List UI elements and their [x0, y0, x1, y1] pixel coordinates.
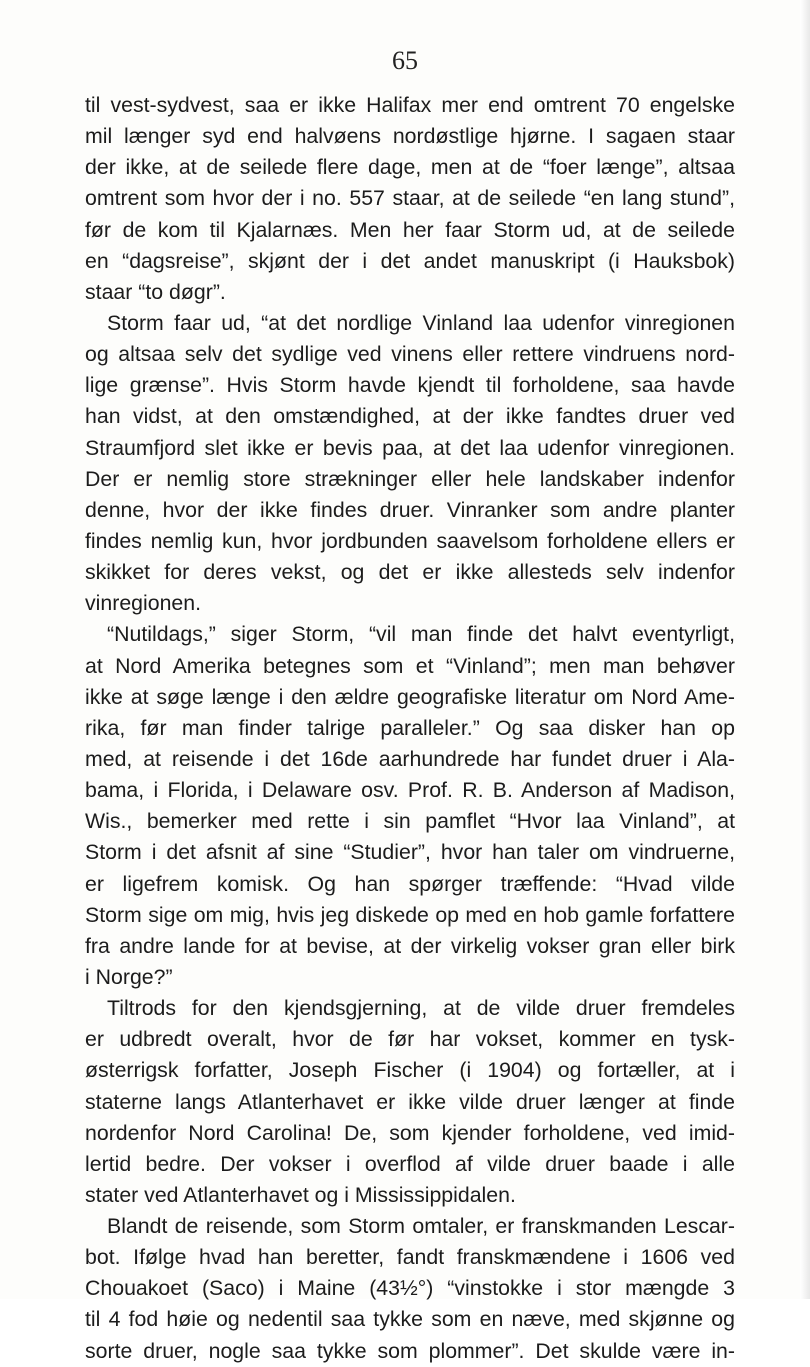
- text-line: staar “to døgr”.: [85, 279, 226, 304]
- text-line: bot. Ifølge hvad han beretter, fandt franskmændene i 1606 ved: [85, 1245, 735, 1270]
- text-line: at Nord Amerika betegnes som et “Vinland”; men man behøver: [85, 653, 735, 678]
- text-line: til vest-sydvest, saa er ikke Halifax mer end omtrent 70 engelske: [85, 93, 735, 117]
- text-line: til 4 fod høie og nedentil saa tykke som en næve, med skjønne og: [85, 1307, 735, 1332]
- text-line: findes nemlig kun, hvor jordbunden saavelsom forholdene ellers er: [85, 528, 735, 553]
- text-line: med, at reisende i det 16de aarhundrede har fundet druer i Ala-: [85, 746, 735, 771]
- text-line: “Nutildags,” siger Storm, “vil man finde det halvt eventyrligt,: [107, 622, 735, 647]
- text-line: nordenfor Nord Carolina! De, som kjender forholdene, ved imid-: [85, 1120, 735, 1145]
- text-line: rika, før man finder talrige paralleler.” Og saa disker han op: [85, 715, 735, 740]
- text-line: Blandt de reisende, som Storm omtaler, er franskmanden Lescar-: [107, 1214, 735, 1239]
- text-line: lige grænse”. Hvis Storm havde kjendt til forholdene, saa havde: [85, 373, 735, 398]
- text-line: stater ved Atlanterhavet og i Mississippidalen.: [85, 1182, 516, 1207]
- text-line: omtrent som hvor der i no. 557 staar, at de seilede “en lang stund”,: [85, 186, 735, 211]
- text-line: er udbredt overalt, hvor de før har vokset, kommer en tysk-: [85, 1027, 735, 1052]
- text-line: sorte druer, nogle saa tykke som plommer”. Det skulde være in-: [85, 1338, 735, 1363]
- text-line: ikke at søge længe i den ældre geografiske literatur om Nord Ame-: [85, 684, 735, 709]
- text-line: en “dagsreise”, skjønt der i det andet manuskript (i Hauksbok): [85, 248, 735, 273]
- text-line: Storm i det afsnit af sine “Studier”, hvor han taler om vindruerne,: [85, 840, 735, 865]
- text-line: skikket for deres vekst, og det er ikke allesteds selv indenfor: [85, 560, 735, 585]
- text-line: i Norge?”: [85, 964, 173, 989]
- body-text: [85, 90, 735, 1367]
- text-line: der ikke, at de seilede flere dage, men at de “foer længe”, altsaa: [85, 155, 735, 180]
- text-line: bama, i Florida, i Delaware osv. Prof. R. B. Anderson af Madison,: [85, 778, 735, 803]
- text-line: Wis., bemerker med rette i sin pamflet “Hvor laa Vinland”, at: [85, 809, 735, 834]
- text-line: Tiltrods for den kjendsgjerning, at de vilde druer fremdeles: [107, 996, 735, 1021]
- page-edge-shadow: [800, 0, 810, 1299]
- text-line: er ligefrem komisk. Og han spørger træffende: “Hvad vilde: [85, 871, 735, 896]
- text-line: østerrigsk forfatter, Joseph Fischer (i 1904) og fortæller, at i: [85, 1058, 735, 1083]
- text-line: Storm sige om mig, hvis jeg diskede op med en hob gamle forfattere: [85, 902, 735, 927]
- text-line: han vidst, at den omstændighed, at der ikke fandtes druer ved: [85, 404, 735, 429]
- text-line: vinregionen.: [85, 591, 202, 616]
- text-line: Storm faar ud, “at det nordlige Vinland laa udenfor vinregionen: [107, 310, 735, 335]
- text-line: Chouakoet (Saco) i Maine (43½°) “vinstokke i stor mængde 3: [85, 1276, 735, 1301]
- text-line: og altsaa selv det sydlige ved vinens eller rettere vindruens nord-: [85, 342, 735, 367]
- text-line: før de kom til Kjalarnæs. Men her faar Storm ud, at de seilede: [85, 217, 735, 242]
- text-line: lertid bedre. Der vokser i overflod af vilde druer baade i alle: [85, 1151, 735, 1176]
- text-line: denne, hvor der ikke findes druer. Vinranker som andre planter: [85, 497, 735, 522]
- text-line: fra andre lande for at bevise, at der virkelig vokser gran eller birk: [85, 933, 735, 958]
- text-line: mil længer syd end halvøens nordøstlige hjørne. I sagaen staar: [85, 124, 735, 149]
- text-line: Der er nemlig store strækninger eller hele landskaber indenfor: [85, 466, 735, 491]
- page-number: 65: [392, 46, 418, 75]
- text-line: staterne langs Atlanterhavet er ikke vilde druer længer at finde: [85, 1089, 735, 1114]
- text-line: Straumfjord slet ikke er bevis paa, at det laa udenfor vinregionen.: [85, 435, 735, 460]
